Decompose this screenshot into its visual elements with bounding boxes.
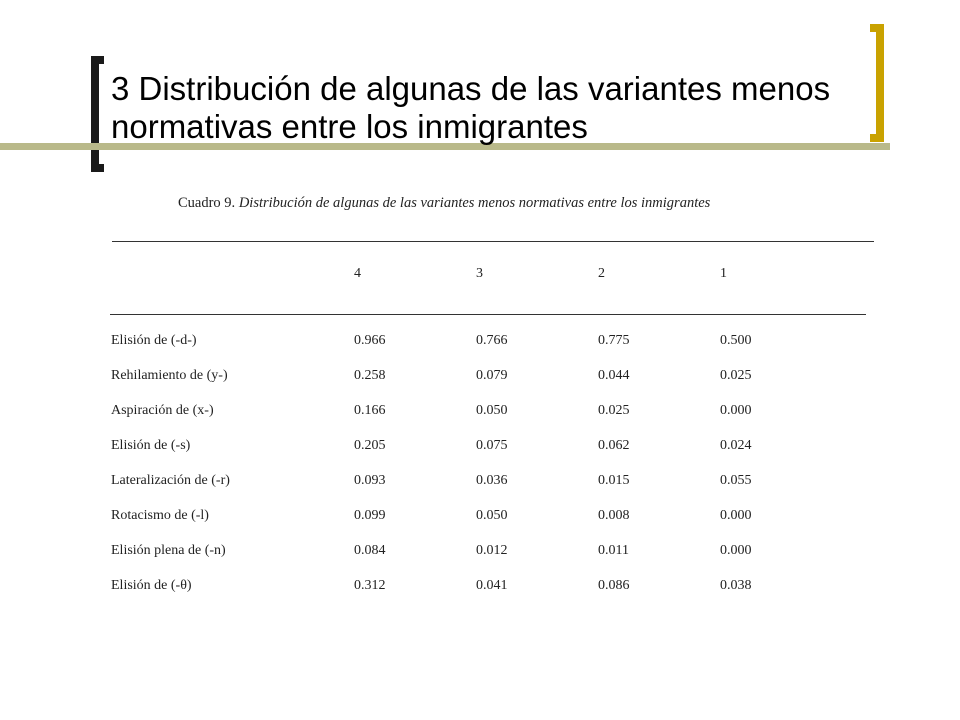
slide-title: 3 Distribución de algunas de las variantes menos normativas entre los inmigrantes [111,70,831,145]
table-cell: 0.025 [598,403,630,418]
row-label: Elisión de (-s) [111,438,191,453]
column-header: 4 [354,266,361,281]
table-cell: 0.775 [598,333,630,348]
table-row [106,403,876,423]
table-cell: 0.086 [598,578,630,593]
table-cell: 0.075 [476,438,508,453]
table-cell: 0.050 [476,403,508,418]
table-header-rule [110,314,866,315]
table-cell: 0.041 [476,578,508,593]
table-cell: 0.025 [720,368,752,383]
table-cell: 0.008 [598,508,630,523]
table-row [106,543,876,563]
right-bracket-decoration [870,24,884,142]
table-cell: 0.205 [354,438,386,453]
table-cell: 0.084 [354,543,386,558]
left-bracket-decoration [91,56,104,172]
table-row [106,578,876,598]
table-cell: 0.099 [354,508,386,523]
table-cell: 0.000 [720,543,752,558]
table-row [106,473,876,493]
table-cell: 0.000 [720,508,752,523]
table-cell: 0.050 [476,508,508,523]
row-label: Rehilamiento de (y-) [111,368,228,383]
row-label: Aspiración de (x-) [111,403,214,418]
caption-title: Distribución de algunas de las variantes menos normativas entre los inmigrantes [238,195,711,211]
table-cell: 0.015 [598,473,630,488]
table-cell: 0.036 [476,473,508,488]
table-cell: 0.079 [476,368,508,383]
caption-prefix: Cuadro 9. [178,195,236,211]
table-cell: 0.024 [720,438,752,453]
table-cell: 0.000 [720,403,752,418]
table-cell: 0.062 [598,438,630,453]
table-cell: 0.258 [354,368,386,383]
row-label: Elisión plena de (-n) [111,543,226,558]
table-cell: 0.038 [720,578,752,593]
table-cell: 0.500 [720,333,752,348]
table-row [106,368,876,388]
table-cell: 0.312 [354,578,386,593]
table-cell: 0.093 [354,473,386,488]
table-top-rule [112,241,874,242]
table-row [106,333,876,353]
row-label: Elisión de (-d-) [111,333,197,348]
table-header-row [106,266,876,286]
row-label: Rotacismo de (-l) [111,508,209,523]
table-cell: 0.966 [354,333,386,348]
column-header: 2 [598,266,605,281]
table-cell: 0.766 [476,333,508,348]
table-cell: 0.012 [476,543,508,558]
table-caption [178,195,710,212]
row-label: Elisión de (-θ) [111,578,192,593]
table-cell: 0.055 [720,473,752,488]
table-cell: 0.166 [354,403,386,418]
table-row [106,508,876,528]
column-header: 1 [720,266,727,281]
column-header: 3 [476,266,483,281]
table-row [106,438,876,458]
table-cell: 0.011 [598,543,629,558]
row-label: Lateralización de (-r) [111,473,230,488]
table-cell: 0.044 [598,368,630,383]
